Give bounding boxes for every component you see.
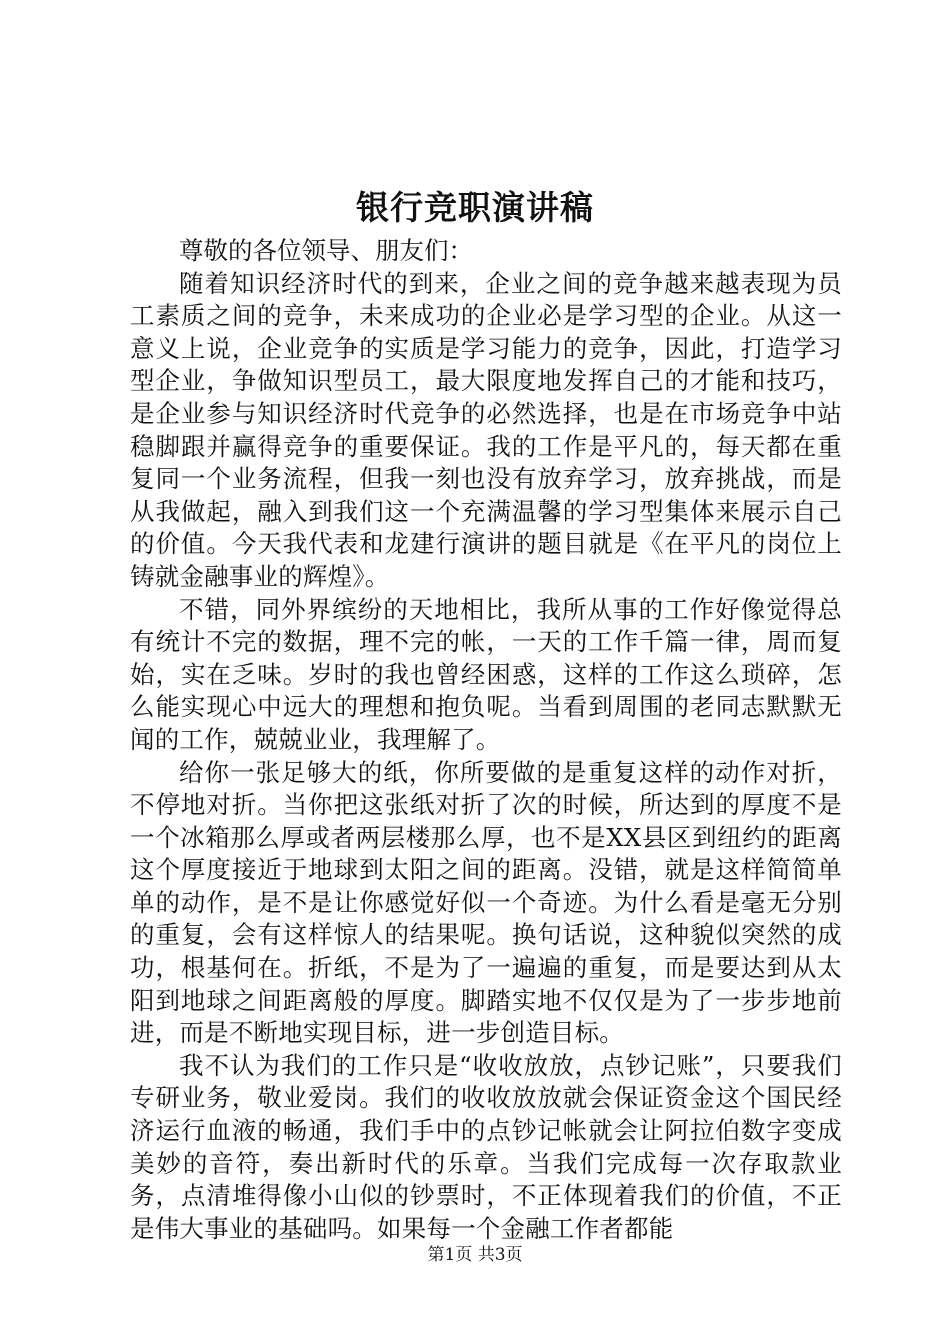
paragraph-1: 随着知识经济时代的到来，企业之间的竞争越来越表现为员工素质之间的竞争，未来成功的企业必是学习型的企业。从这一意义上说，企业竞争的实质是学习能力的竞争，因此，打造学习型企业，争做知识型员工，最大限度地发挥自己的才能和技巧，是企业参与知识经济时代竞争的必然选择，也是在市场竞争中站稳脚跟并赢得竞争的重要保证。我的工作是平凡的，每天都在重复同一个业务流程，但我一刻也没有放弃学习，放弃挑战，而是从我做起，融入到我们这一个充满温馨的学习型集体来展示自己的价值。今天我代表和龙建行演讲的题目就是《在平凡的岗位上铸就金融事业的辉煌》。 bbox=[130, 268, 842, 591]
document-body bbox=[130, 235, 842, 1245]
document-title: 银行竞职演讲稿 bbox=[356, 188, 594, 227]
paragraph-2: 不错，同外界缤纷的天地相比，我所从事的工作好像觉得总有统计不完的数据，理不完的帐，一天的工作千篇一律，周而复始，实在乏味。岁时的我也曾经困惑，这样的工作这么琐碎，怎么能实现心中远大的理想和抱负呢。当看到周围的老同志默默无闻的工作，兢兢业业，我理解了。 bbox=[130, 594, 842, 754]
salutation: 尊敬的各位领导、朋友们： bbox=[179, 236, 473, 265]
paragraph-3: 给你一张足够大的纸，你所要做的是重复这样的动作对折，不停地对折。当你把这张纸对折了次的时候，所达到的厚度不是一个冰箱那么厚或者两层楼那么厚，也不是XX县区到纽约的距离这个厚度接近于地球到太阳之间的距离。没错，就是这样简简单单的动作，是不是让你感觉好似一个奇迹。为什么看是毫无分别的重复，会有这样惊人的结果呢。换句话说，这种貌似突然的成功，根基何在。折纸，不是为了一遍遍的重复，而是要达到从太阳到地球之间距离般的厚度。脚踏实地不仅仅是为了一步步地前进，而是不断地实现目标，进一步创造目标。 bbox=[130, 757, 842, 1048]
page-footer: 第1页 共3页 bbox=[427, 1245, 523, 1265]
paragraph-4: 我不认为我们的工作只是“收收放放，点钞记账”，只要我们专研业务，敬业爱岗。我们的收收放放就会保证资金这个国民经济运行血液的畅通，我们手中的点钞记帐就会让阿拉伯数字变成美妙的音符，奏出新时代的乐章。当我们完成每一次存取款业务，点清堆得像小山似的钞票时，不正体现着我们的价值，不正是伟大事业的基础吗。如果每一个金融工作者都能 bbox=[130, 1050, 842, 1243]
